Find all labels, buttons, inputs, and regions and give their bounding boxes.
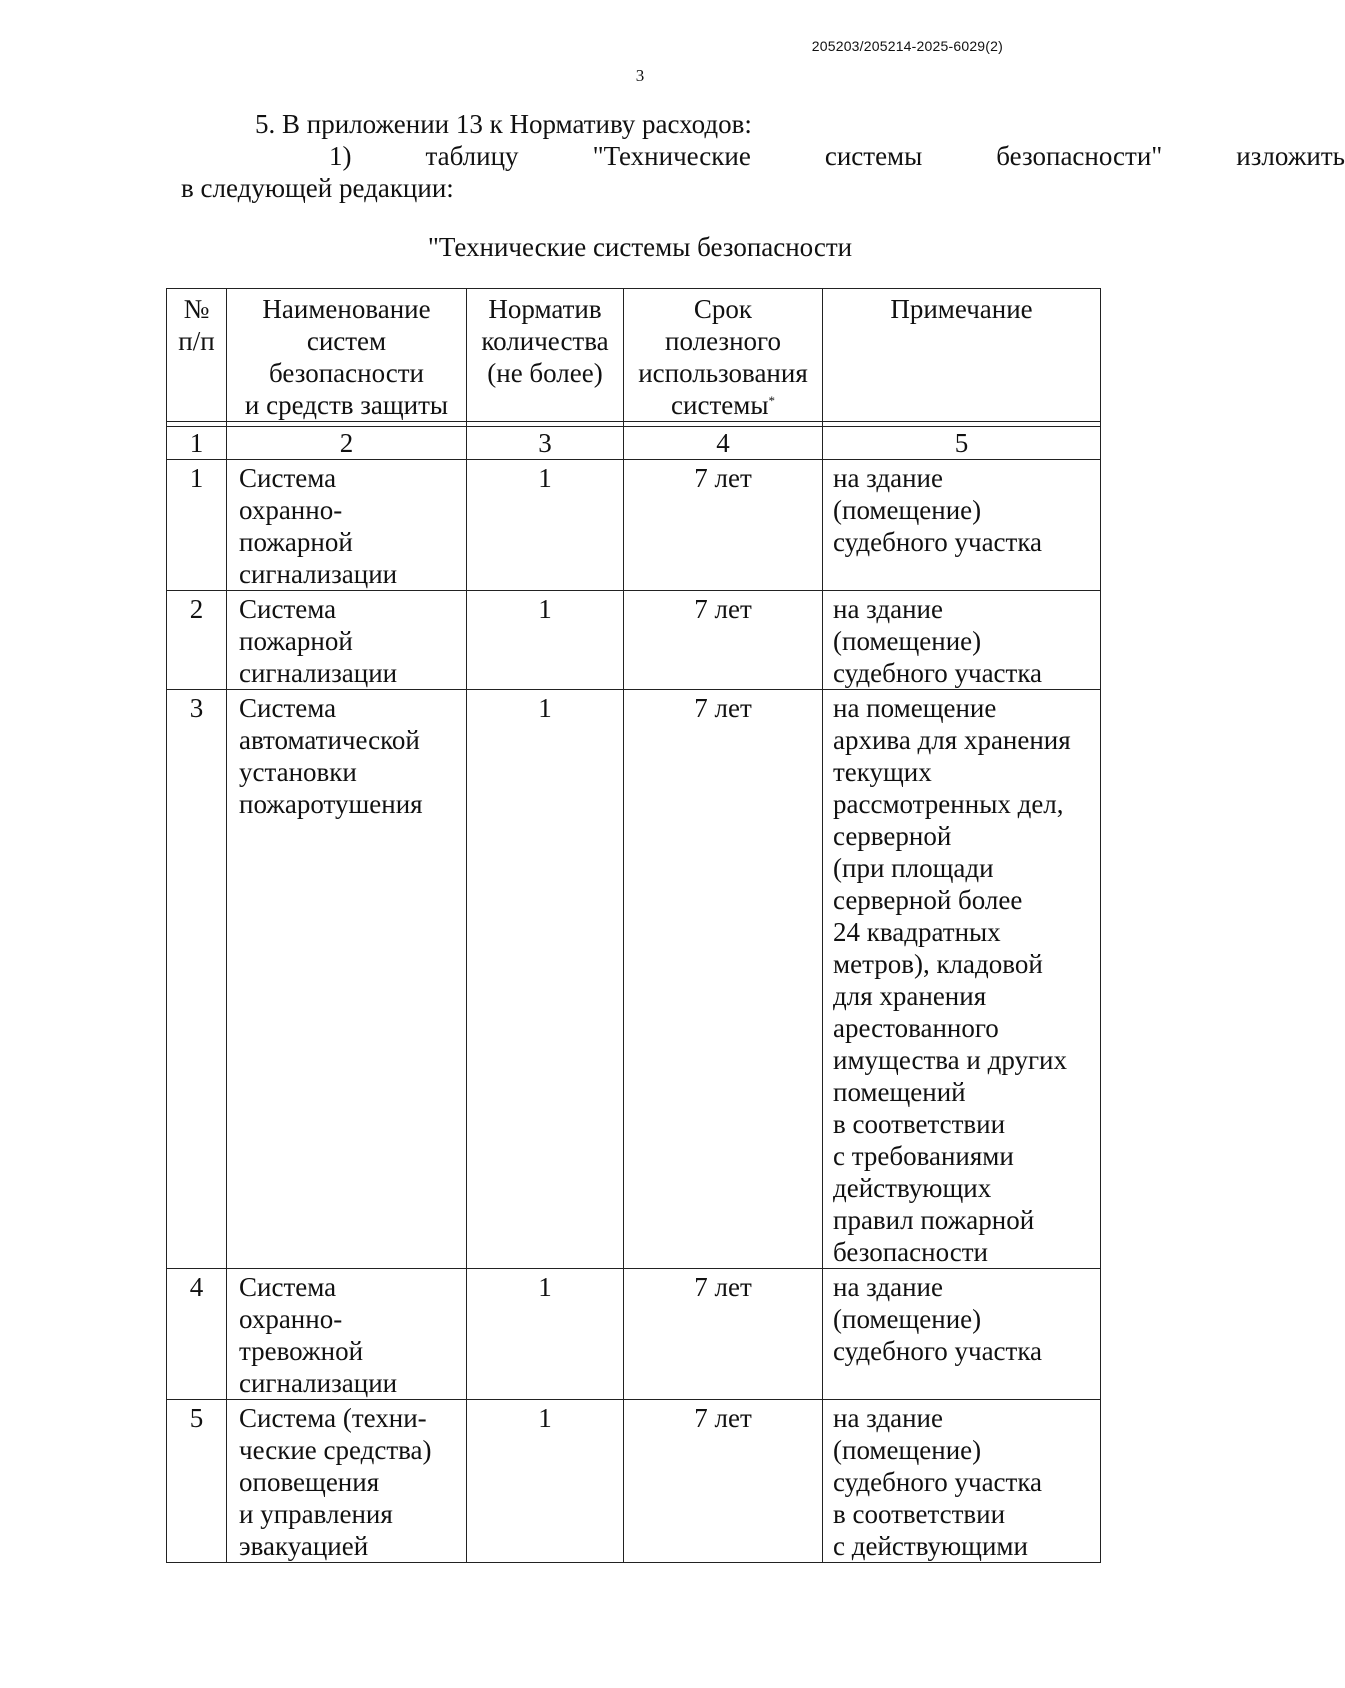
column-index: 1 bbox=[167, 427, 227, 460]
quantity-norm: 1 bbox=[467, 690, 624, 1269]
row-number: 3 bbox=[167, 690, 227, 1269]
quantity-norm: 1 bbox=[467, 591, 624, 690]
table-row bbox=[167, 591, 1101, 690]
instruction-word: системы bbox=[824, 141, 923, 171]
useful-life: 7 лет bbox=[624, 460, 823, 591]
document-id: 205203/205214-2025-6029(2) bbox=[811, 38, 1003, 54]
column-index: 2 bbox=[227, 427, 467, 460]
column-index: 5 bbox=[823, 427, 1101, 460]
column-index: 3 bbox=[467, 427, 624, 460]
useful-life: 7 лет bbox=[624, 1269, 823, 1400]
column-index-row bbox=[167, 427, 1101, 460]
useful-life: 7 лет bbox=[624, 690, 823, 1269]
table-header-row bbox=[167, 289, 1101, 422]
row-number: 4 bbox=[167, 1269, 227, 1400]
header-useful-life-text: Срок полезного использования системы bbox=[638, 294, 808, 420]
table-row bbox=[167, 1400, 1101, 1563]
header-quantity-norm: Норматив количества (не более) bbox=[467, 289, 624, 422]
row-number: 5 bbox=[167, 1400, 227, 1563]
instruction-word: изложить bbox=[1236, 141, 1345, 171]
instruction-line-1 bbox=[181, 140, 1345, 172]
paragraph-table-instruction bbox=[181, 140, 1345, 204]
table-row bbox=[167, 460, 1101, 591]
useful-life: 7 лет bbox=[624, 591, 823, 690]
useful-life: 7 лет bbox=[624, 1400, 823, 1563]
row-number: 2 bbox=[167, 591, 227, 690]
quantity-norm: 1 bbox=[467, 460, 624, 591]
note: на помещение архива для хранения текущих рассмотренных дел, серверной (при площади серверной более 24 квадратных метров), кладовой для хранения арестованного имущества и других помещений в соответствии с требованиями действующих правил пожарной безопасности bbox=[823, 690, 1101, 1269]
system-name: Система охранно- тревожной сигнализации bbox=[227, 1269, 467, 1400]
instruction-word: таблицу bbox=[425, 141, 519, 171]
table-row bbox=[167, 690, 1101, 1269]
footnote-mark: * bbox=[768, 393, 775, 408]
note: на здание (помещение) судебного участка bbox=[823, 460, 1101, 591]
column-index: 4 bbox=[624, 427, 823, 460]
table-row bbox=[167, 1269, 1101, 1400]
header-system-name: Наименование систем безопасности и средств защиты bbox=[227, 289, 467, 422]
instruction-word: 1) bbox=[329, 141, 352, 171]
quantity-norm: 1 bbox=[467, 1400, 624, 1563]
instruction-word: безопасности" bbox=[996, 141, 1163, 171]
note: на здание (помещение) судебного участка bbox=[823, 591, 1101, 690]
header-number: № п/п bbox=[167, 289, 227, 422]
page-number: 3 bbox=[635, 66, 645, 85]
paragraph-amendment-intro: 5. В приложении 13 к Нормативу расходов: bbox=[255, 109, 752, 139]
system-name: Система пожарной сигнализации bbox=[227, 591, 467, 690]
note: на здание (помещение) судебного участка bbox=[823, 1269, 1101, 1400]
security-systems-table bbox=[166, 288, 1101, 1563]
quantity-norm: 1 bbox=[467, 1269, 624, 1400]
system-name: Система автоматической установки пожаротушения bbox=[227, 690, 467, 1269]
header-useful-life bbox=[624, 289, 823, 422]
instruction-line-2: в следующей редакции: bbox=[181, 173, 454, 203]
header-note: Примечание bbox=[823, 289, 1101, 422]
row-number: 1 bbox=[167, 460, 227, 591]
table-title: "Технические системы безопасности bbox=[427, 232, 853, 262]
note: на здание (помещение) судебного участка в соответствии с действующими bbox=[823, 1400, 1101, 1563]
instruction-word: "Технические bbox=[592, 141, 751, 171]
system-name: Система охранно- пожарной сигнализации bbox=[227, 460, 467, 591]
system-name: Система (техни- ческие средства) оповещения и управления эвакуацией bbox=[227, 1400, 467, 1563]
